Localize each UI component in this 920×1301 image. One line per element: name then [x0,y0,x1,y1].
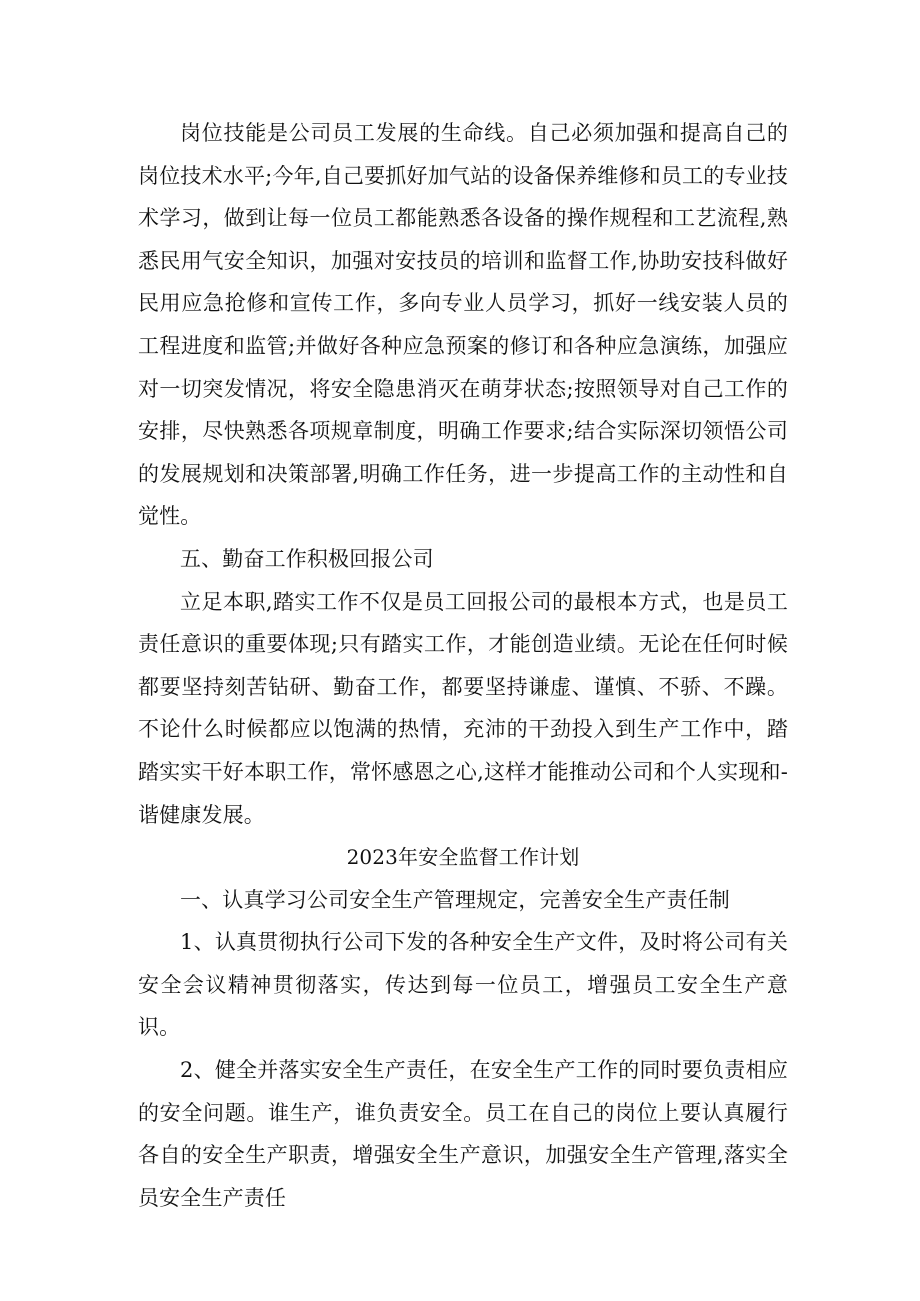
section-heading-diligent-work: 五、勤奋工作积极回报公司 [180,546,434,571]
document-page [138,112,788,1219]
list-item-1: 1、认真贯彻执行公司下发的各种安全生产文件，及时将公司有关安全会议精神贯彻落实，传达到每一位员工，增强员工安全生产意识。 [138,930,788,1040]
paragraph-job-skills: 岗位技能是公司员工发展的生命线。自己必须加强和提高自己的岗位技术水平;今年,自己要抓好加气站的设备保养维修和员工的专业技术学习，做到让每一位员工都能熟悉各设备的操作规程和工艺流程,熟悉民用气安全知识，加强对安技员的培训和监督工作,协助安技科做好民用应急抢修和宣传工作，多向专业人员学习，抓好一线安装人员的工程进度和监管;并做好各种应急预案的修订和各种应急演练，加强应对一切突发情况，将安全隐患消灭在萌芽状态;按照领导对自己工作的安排，尽快熟悉各项规章制度，明确工作要求;结合实际深切领悟公司的发展规划和决策部署,明确工作任务，进一步提高工作的主动性和自觉性。 [138,121,788,529]
paragraph-repay-company: 立足本职,踏实工作不仅是员工回报公司的最根本方式，也是员工责任意识的重要体现;只有踏实工作，才能创造业绩。无论在任何时候都要坚持刻苦钻研、勤奋工作，都要坚持谦虚、谨慎、不骄、不躁。不论什么时候都应以饱满的热情，充沛的干劲投入到生产工作中，踏踏实实干好本职工作，常怀感恩之心,这样才能推动公司和个人实现和-谐健康发展。 [138,589,788,827]
list-item-2: 2、健全并落实安全生产责任，在安全生产工作的同时要负责相应的安全问题。谁生产，谁负责安全。员工在自己的岗位上要认真履行各自的安全生产职责，增强安全生产意识，加强安全生产管理,落实全员安全生产责任 [138,1058,788,1210]
section-heading-safety-rules: 一、认真学习公司安全生产管理规定，完善安全生产责任制 [180,887,730,912]
document-title: 2023年安全监督工作计划 [346,845,580,870]
